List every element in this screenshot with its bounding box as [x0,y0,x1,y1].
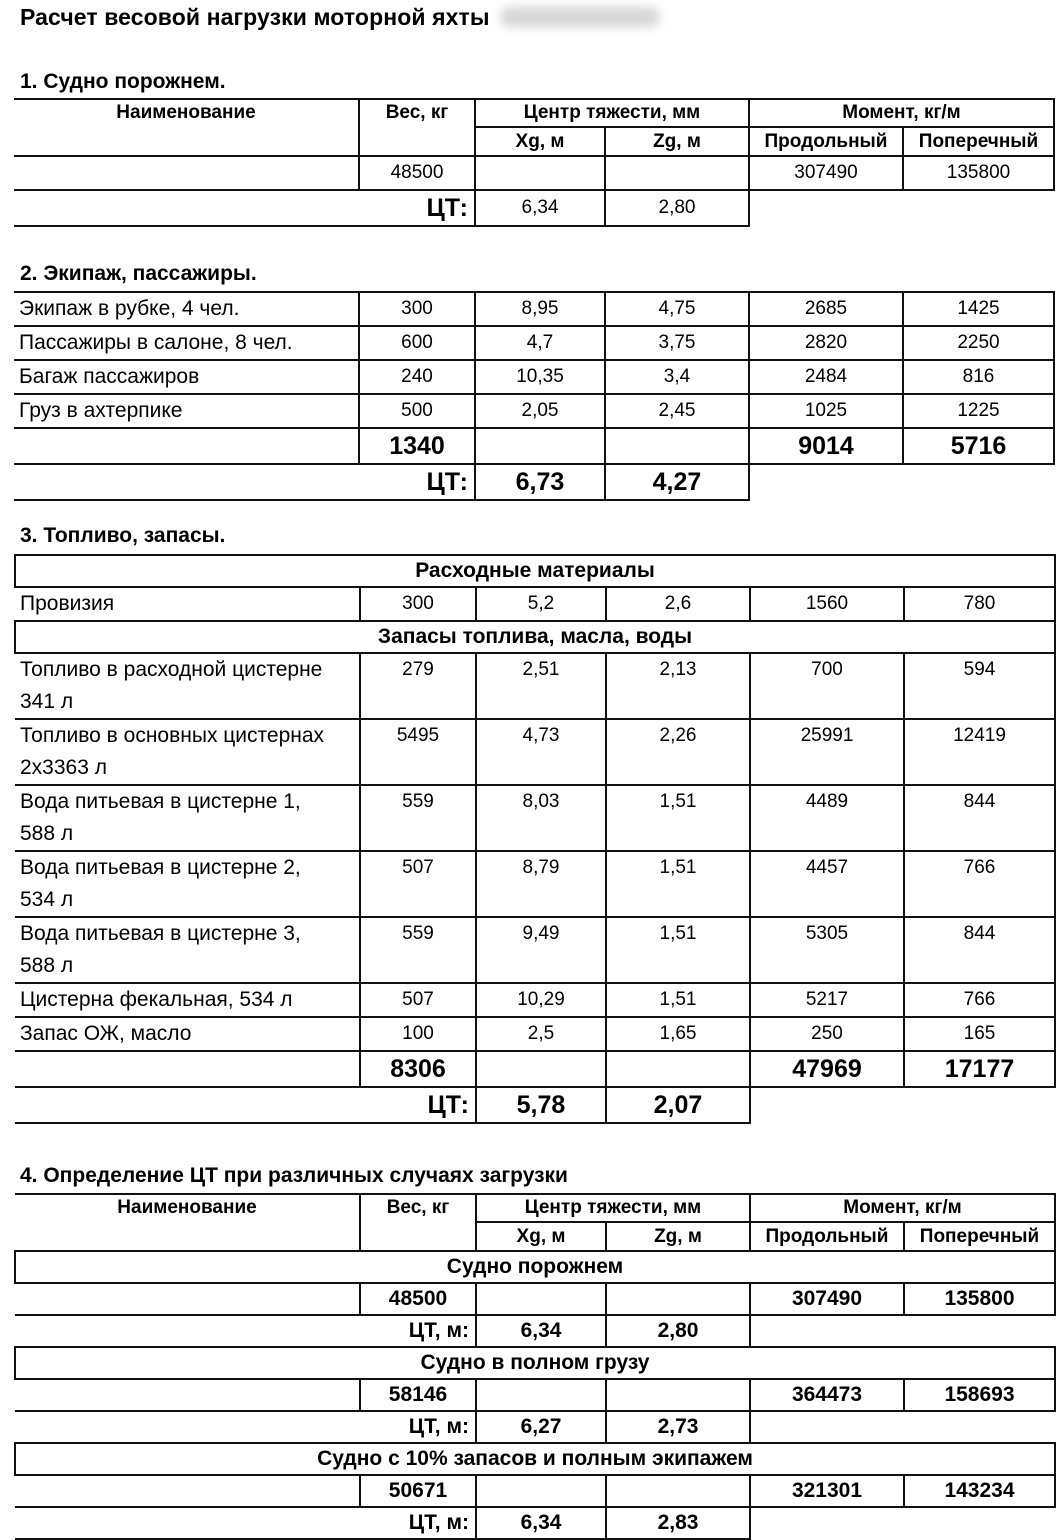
row-name-line1: Топливо в основных цистернах [20,724,325,747]
case-zg [606,1475,750,1507]
row-name-line2: 588 л [20,954,74,977]
ct-empty [750,1315,1055,1347]
row-weight: 240 [359,360,475,394]
row-weight: 500 [359,394,475,428]
header-moment: Момент, кг/м [750,1194,1055,1222]
row-zg: 2,13 [606,653,750,719]
row-name-line2: 2х3363 л [20,756,107,779]
row-xg: 2,51 [476,653,606,719]
case-long: 321301 [750,1475,904,1507]
row-weight: 559 [360,785,476,851]
row-zg: 4,75 [605,292,749,326]
ct-row [14,190,1054,226]
row-long: 1025 [749,394,903,428]
total-weight: 8306 [360,1051,476,1087]
table-row [15,1017,1055,1051]
row-zg: 1,65 [606,1017,750,1051]
row-long: 307490 [749,156,903,190]
case-band: Судно порожнем [15,1251,1055,1283]
row-long: 1560 [750,587,904,621]
row-name [15,719,360,785]
row-trans: 780 [904,587,1055,621]
case-xg [476,1379,606,1411]
ct-row [14,464,1054,500]
case-weight: 48500 [360,1283,476,1315]
header-cg: Центр тяжести, мм [476,1194,750,1222]
row-xg: 5,2 [476,587,606,621]
row-name [15,917,360,983]
case-sum-row [15,1379,1055,1411]
total-weight: 1340 [359,428,475,464]
row-weight: 300 [359,292,475,326]
case-weight: 58146 [360,1379,476,1411]
header-long: Продольный [750,1222,904,1251]
table-row [15,653,1055,719]
ct-zg: 2,80 [605,190,749,226]
case-name [15,1379,360,1411]
row-xg: 8,95 [475,292,605,326]
row-name-line1: Вода питьевая в цистерне 2, [20,856,301,879]
row-name-line1: Топливо в расходной цистерне [20,658,323,681]
row-name: Экипаж в рубке, 4 чел. [14,292,359,326]
case-ct-row [15,1315,1055,1347]
row-name-line2: 588 л [20,822,74,845]
case-name [15,1283,360,1315]
row-xg: 10,35 [475,360,605,394]
table-row [14,326,1054,360]
row-trans: 766 [904,851,1055,917]
header-zg: Zg, м [605,127,749,156]
row-xg [475,156,605,190]
header-trans: Поперечный [904,1222,1055,1251]
row-name [14,156,359,190]
row-name [15,785,360,851]
table-empty-vessel [14,98,1055,227]
case-xg [476,1283,606,1315]
table-load-cases [14,1193,1056,1540]
band-consumables: Расходные материалы [15,555,1055,587]
row-long: 5305 [750,917,904,983]
row-name-line2: 341 л [20,690,74,713]
row-trans: 12419 [904,719,1055,785]
row-weight: 5495 [360,719,476,785]
case-ct-row [15,1411,1055,1443]
case-zg [606,1283,750,1315]
row-name-line1: Вода питьевая в цистерне 3, [20,922,301,945]
table-row [15,917,1055,983]
table-row [14,394,1054,428]
header-xg: Xg, м [475,127,605,156]
case-ct-row [15,1507,1055,1539]
row-zg: 2,6 [606,587,750,621]
row-zg: 3,4 [605,360,749,394]
case-band-row [15,1251,1055,1283]
total-long: 47969 [750,1051,904,1087]
ct-label: ЦТ: [15,1087,476,1123]
row-zg: 2,45 [605,394,749,428]
row-trans: 594 [904,653,1055,719]
row-trans: 816 [903,360,1054,394]
row-long: 25991 [750,719,904,785]
header-weight: Вес, кг [360,1194,476,1251]
section-1-heading: 1. Судно порожнем. [20,70,226,93]
ct-empty [750,1411,1055,1443]
row-long: 4457 [750,851,904,917]
row-xg: 8,79 [476,851,606,917]
table-row [14,292,1054,326]
row-long: 2685 [749,292,903,326]
row-xg: 2,05 [475,394,605,428]
row-trans: 844 [904,785,1055,851]
case-weight: 50671 [360,1475,476,1507]
row-xg: 9,49 [476,917,606,983]
ct-xg: 5,78 [476,1087,606,1123]
ct-zg: 2,73 [606,1411,750,1443]
total-row [14,428,1054,464]
section-3-heading: 3. Топливо, запасы. [20,524,226,547]
case-trans: 135800 [904,1283,1055,1315]
table-row [15,983,1055,1017]
row-long: 4489 [750,785,904,851]
total-row [15,1051,1055,1087]
case-xg [476,1475,606,1507]
ct-empty [750,1507,1055,1539]
ct-xg: 6,27 [476,1411,606,1443]
row-name [15,851,360,917]
case-band: Судно с 10% запасов и полным экипажем [15,1443,1055,1475]
header-name: Наименование [14,99,359,156]
header-name: Наименование [15,1194,360,1251]
case-band: Судно в полном грузу [15,1347,1055,1379]
row-zg: 3,75 [605,326,749,360]
row-name: Груз в ахтерпике [14,394,359,428]
case-name [15,1475,360,1507]
row-zg: 1,51 [606,917,750,983]
ct-xg: 6,34 [476,1507,606,1539]
row-xg: 10,29 [476,983,606,1017]
case-trans: 158693 [904,1379,1055,1411]
row-weight: 559 [360,917,476,983]
row-trans: 2250 [903,326,1054,360]
row-name: Багаж пассажиров [14,360,359,394]
row-xg: 4,7 [475,326,605,360]
case-trans: 143234 [904,1475,1055,1507]
case-sum-row [15,1283,1055,1315]
row-trans: 1225 [903,394,1054,428]
case-zg [606,1379,750,1411]
row-weight: 279 [360,653,476,719]
header-zg: Zg, м [606,1222,750,1251]
row-long: 250 [750,1017,904,1051]
table-row [14,360,1054,394]
ct-row [15,1087,1055,1123]
table-row [15,785,1055,851]
row-long: 2484 [749,360,903,394]
ct-label: ЦТ, м: [15,1411,476,1443]
table-row [15,719,1055,785]
row-long: 2820 [749,326,903,360]
row-name: Провизия [15,587,360,621]
table-row [14,156,1054,190]
case-long: 307490 [750,1283,904,1315]
row-weight: 100 [360,1017,476,1051]
row-zg: 1,51 [606,983,750,1017]
page-title: Расчет весовой нагрузки моторной яхты [20,4,660,31]
row-weight: 300 [360,587,476,621]
case-long: 364473 [750,1379,904,1411]
row-weight: 48500 [359,156,475,190]
row-weight: 507 [360,983,476,1017]
ct-xg: 6,34 [476,1315,606,1347]
ct-xg: 6,73 [475,464,605,500]
row-xg: 8,03 [476,785,606,851]
table-crew [14,291,1055,501]
row-name-line1: Вода питьевая в цистерне 1, [20,790,301,813]
ct-label: ЦТ, м: [15,1507,476,1539]
row-name: Цистерна фекальная, 534 л [15,983,360,1017]
header-xg: Xg, м [476,1222,606,1251]
row-zg: 2,26 [606,719,750,785]
table-row [15,851,1055,917]
ct-label: ЦТ: [14,464,475,500]
row-trans: 844 [904,917,1055,983]
case-band-row [15,1347,1055,1379]
row-trans: 766 [904,983,1055,1017]
section-2-heading: 2. Экипаж, пассажиры. [20,262,257,285]
row-name: Запас ОЖ, масло [15,1017,360,1051]
row-weight: 600 [359,326,475,360]
total-long: 9014 [749,428,903,464]
row-zg [605,156,749,190]
ct-xg: 6,34 [475,190,605,226]
header-long: Продольный [749,127,903,156]
header-moment: Момент, кг/м [749,99,1054,127]
row-name: Пассажиры в салоне, 8 чел. [14,326,359,360]
section-4-heading: 4. Определение ЦТ при различных случаях загрузки [20,1164,568,1187]
header-weight: Вес, кг [359,99,475,156]
total-trans: 17177 [904,1051,1055,1087]
header-trans: Поперечный [903,127,1054,156]
row-zg: 1,51 [606,851,750,917]
row-trans: 135800 [903,156,1054,190]
row-name-line2: 534 л [20,888,74,911]
ct-zg: 2,80 [606,1315,750,1347]
row-weight: 507 [360,851,476,917]
row-xg: 2,5 [476,1017,606,1051]
header-cg: Центр тяжести, мм [475,99,749,127]
redacted-name [500,7,660,27]
ct-label: ЦТ, м: [15,1315,476,1347]
row-trans: 1425 [903,292,1054,326]
case-sum-row [15,1475,1055,1507]
ct-zg: 2,83 [606,1507,750,1539]
ct-zg: 2,07 [606,1087,750,1123]
row-long: 700 [750,653,904,719]
ct-label: ЦТ: [14,190,475,226]
table-row [15,587,1055,621]
row-long: 5217 [750,983,904,1017]
case-band-row [15,1443,1055,1475]
band-fuel-stores: Запасы топлива, масла, воды [15,621,1055,653]
table-fuel [14,554,1056,1124]
ct-zg: 4,27 [605,464,749,500]
row-name [15,653,360,719]
row-zg: 1,51 [606,785,750,851]
row-xg: 4,73 [476,719,606,785]
total-trans: 5716 [903,428,1054,464]
row-trans: 165 [904,1017,1055,1051]
